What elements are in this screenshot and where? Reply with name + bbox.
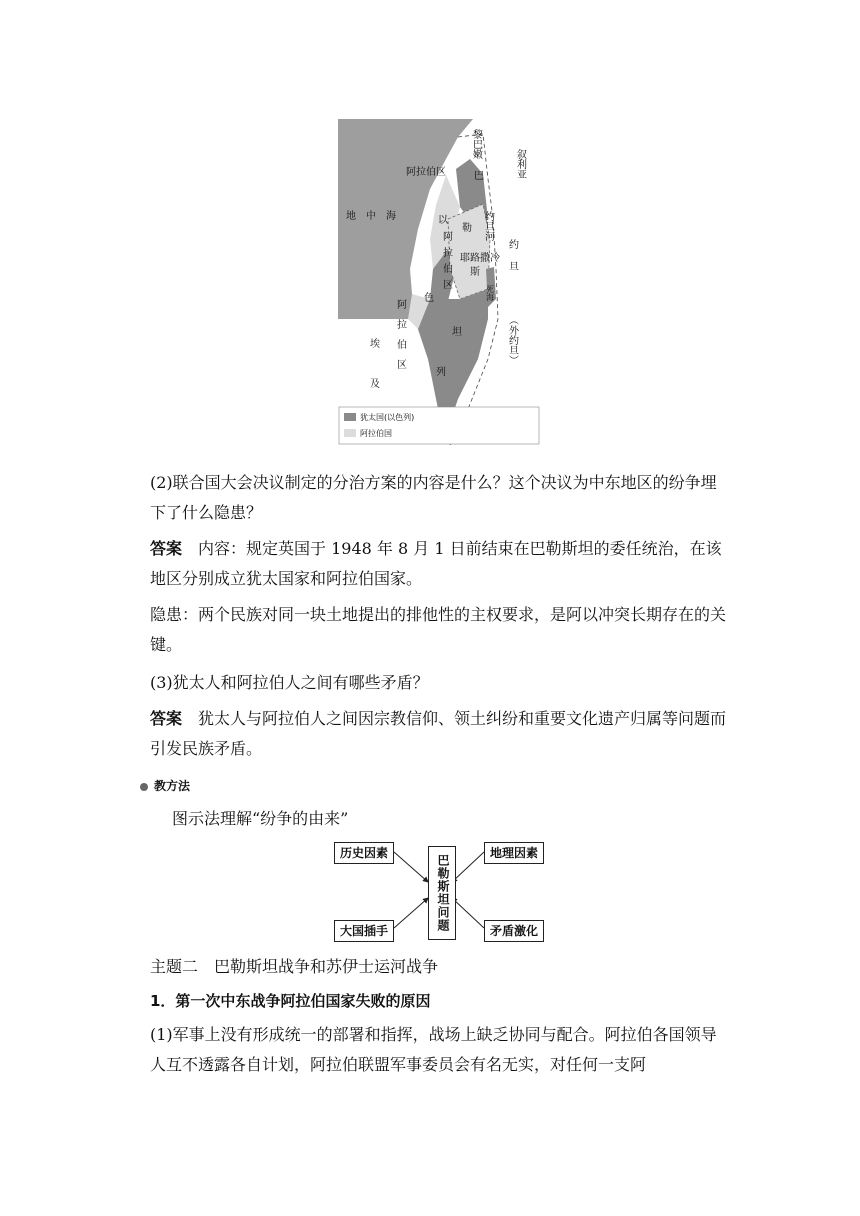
legend-swatch-arab bbox=[344, 429, 356, 437]
arrow-history bbox=[394, 852, 428, 882]
palestine-partition-map bbox=[338, 119, 540, 445]
legend-label-arab: 阿拉伯国 bbox=[360, 429, 392, 438]
box-great-powers: 大国插手 bbox=[334, 920, 394, 942]
box-geography: 地理因素 bbox=[484, 842, 544, 864]
answer-3 bbox=[150, 704, 732, 764]
arrow-geography bbox=[452, 852, 484, 882]
label-arab-area-south: 阿拉伯区 bbox=[394, 299, 406, 379]
label-egypt-2: 及 bbox=[370, 379, 380, 390]
box-conflict-intensified: 矛盾激化 bbox=[484, 920, 544, 942]
legend-label-jewish: 犹太国(以色列) bbox=[360, 413, 415, 422]
label-palestine-3: 斯 bbox=[470, 267, 480, 278]
label-israel-2: 色 bbox=[424, 293, 434, 304]
question-2: (2)联合国大会决议制定的分治方案的内容是什么？这个决议为中东地区的纷争埋下了什么隐患？ bbox=[150, 473, 717, 522]
answer-label: 答案 bbox=[150, 539, 183, 558]
answer-2 bbox=[150, 534, 732, 594]
label-israel-3: 列 bbox=[436, 367, 446, 378]
box-history: 历史因素 bbox=[334, 842, 394, 864]
legend-swatch-jewish bbox=[344, 413, 356, 421]
answer-2-text: 内容：规定英国于 1948 年 8 月 1 日前结束在巴勒斯坦的委任统治，在该地区分别成立犹太国家和阿拉伯国家。 bbox=[150, 539, 722, 588]
label-palestine-1: 巴 bbox=[474, 171, 484, 182]
box-palestine-issue: 巴勒斯坦问题 bbox=[428, 846, 456, 940]
bullet-icon bbox=[140, 783, 148, 791]
method-title: 图示法理解“纷争的由来” bbox=[172, 809, 349, 828]
paragraph-1: (1)军事上没有形成统一的部署和指挥，战场上缺乏协同与配合。阿拉伯各国领导人互不透露各自计划，阿拉伯联盟军事委员会有名无实，对任何一支阿 bbox=[150, 1025, 717, 1074]
label-syria: 叙利亚 bbox=[514, 149, 526, 179]
method-tag bbox=[140, 777, 190, 794]
section-1-heading: 1．第一次中东战争阿拉伯国家失败的原因 bbox=[150, 992, 431, 1010]
label-egypt-1: 埃 bbox=[370, 339, 380, 350]
theme-2-heading: 主题二 巴勒斯坦战争和苏伊士运河战争 bbox=[150, 957, 439, 976]
label-dead-sea: 死海 bbox=[485, 285, 495, 301]
label-israel-1: 以 bbox=[438, 215, 448, 226]
label-palestine-4: 坦 bbox=[452, 327, 462, 338]
label-arab-area-north: 阿拉伯区 bbox=[406, 167, 446, 178]
label-jordan: 约旦 bbox=[506, 239, 518, 283]
label-transjordan: （外约旦） bbox=[506, 315, 518, 365]
answer-label: 答案 bbox=[150, 709, 183, 728]
label-jordan-river: 约旦河 bbox=[482, 211, 494, 241]
dispute-origin-diagram bbox=[334, 838, 544, 943]
question-3: (3)犹太人和阿拉伯人之间有哪些矛盾？ bbox=[150, 673, 429, 692]
label-jerusalem: 耶路撒冷 bbox=[460, 253, 500, 264]
label-lebanon: 黎巴嫩 bbox=[470, 129, 482, 159]
method-tag-label: 教方法 bbox=[154, 779, 191, 793]
label-palestine-2: 勒 bbox=[462, 223, 472, 234]
answer-3-text: 犹太人与阿拉伯人之间因宗教信仰、领土纠纷和重要文化遗产归属等问题而引发民族矛盾。 bbox=[150, 709, 727, 758]
arrow-powers bbox=[394, 898, 428, 928]
label-arab-area-center: 阿拉伯区 bbox=[440, 231, 452, 295]
label-mediterranean: 地中海 bbox=[346, 211, 406, 222]
arrow-conflict bbox=[452, 898, 484, 928]
answer-2-hazard: 隐患：两个民族对同一块土地提出的排他性的主权要求，是阿以冲突长期存在的关键。 bbox=[150, 605, 727, 654]
